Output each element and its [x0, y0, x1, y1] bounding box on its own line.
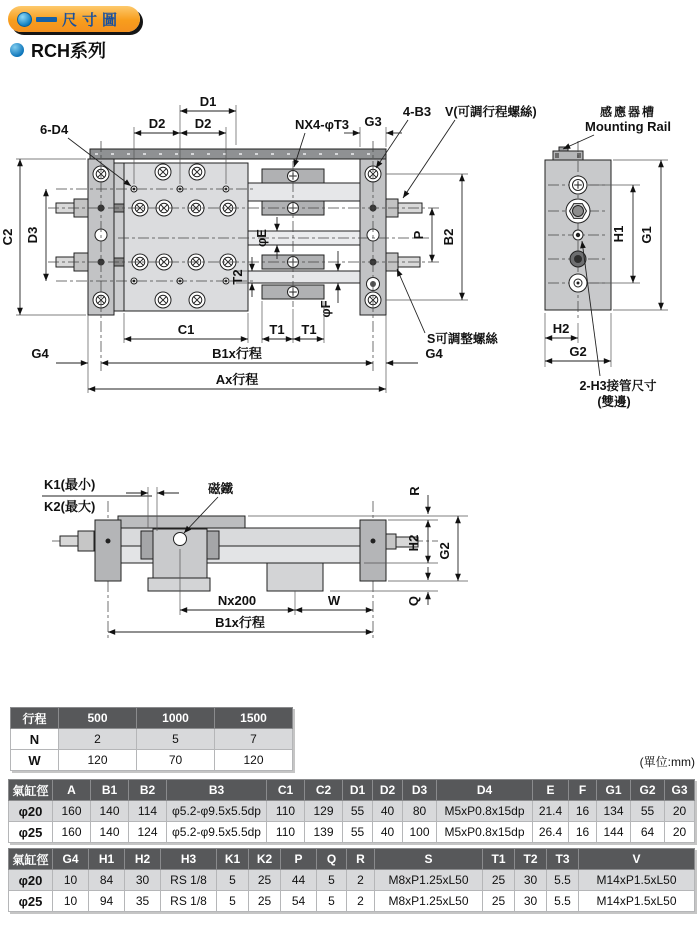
cell: 10	[53, 870, 89, 891]
col-header: S	[375, 849, 483, 870]
cell: 30	[515, 870, 547, 891]
table-header-row	[9, 849, 695, 870]
dim-b1-stroke: B1x行程	[212, 346, 262, 361]
cell: 70	[137, 750, 215, 771]
dim-g3: G3	[364, 114, 382, 129]
dim-t1-left: T1	[269, 322, 285, 337]
cell: M8xP1.25xL50	[375, 870, 483, 891]
cell: 80	[403, 801, 437, 822]
cell: 25	[249, 870, 281, 891]
col-header: 1000	[137, 708, 215, 729]
cell: 120	[215, 750, 293, 771]
col-header: D4	[437, 780, 533, 801]
cell: M5xP0.8x15dp	[437, 801, 533, 822]
dim-a-stroke: Ax行程	[215, 372, 259, 387]
cell: 10	[53, 891, 89, 912]
front-view-dimensions	[0, 94, 537, 393]
col-header: 行程	[11, 708, 59, 729]
col-header: Q	[317, 849, 347, 870]
cell: 114	[129, 801, 167, 822]
dim-t1-right: T1	[301, 322, 317, 337]
dim-g4-left: G4	[31, 346, 49, 361]
dim-d1: D1	[199, 94, 217, 109]
mounting-rail-label: Mounting Rail	[585, 119, 671, 134]
cell: 2	[59, 729, 137, 750]
col-header: 500	[59, 708, 137, 729]
dim-2-h3-note2: (雙邊)	[597, 395, 631, 409]
table-row	[9, 801, 695, 822]
col-header: A	[53, 780, 91, 801]
cell: 16	[569, 801, 597, 822]
left-end-cap	[95, 520, 121, 581]
col-header: G2	[631, 780, 665, 801]
col-header: D1	[343, 780, 373, 801]
row-label: W	[11, 750, 59, 771]
col-header: D2	[373, 780, 403, 801]
row-label: φ25	[9, 822, 53, 843]
dim-h2-side: H2	[552, 321, 570, 336]
cell: 100	[403, 822, 437, 843]
cell: 124	[129, 822, 167, 843]
cell: 5.5	[547, 870, 579, 891]
dim-k1: K1(最小)	[44, 477, 96, 492]
series-title: RCH系列	[31, 41, 106, 61]
dim-d2-left: D2	[148, 116, 166, 131]
cell: 35	[125, 891, 161, 912]
cell: 20	[665, 822, 695, 843]
dim-r: R	[407, 486, 422, 496]
cell: 160	[53, 822, 91, 843]
cell: 40	[373, 801, 403, 822]
dim-c2: C2	[0, 228, 15, 246]
cell: 30	[515, 891, 547, 912]
cell: 5	[217, 870, 249, 891]
front-view	[48, 141, 440, 371]
cell: 129	[305, 801, 343, 822]
col-header: F	[569, 780, 597, 801]
dim-w: W	[327, 593, 341, 608]
table-row	[11, 750, 293, 771]
table-row	[9, 870, 695, 891]
cell: 7	[215, 729, 293, 750]
slide-table-plate	[124, 163, 248, 311]
cell: 16	[569, 822, 597, 843]
col-header: K1	[217, 849, 249, 870]
piston-rod	[248, 271, 360, 283]
sensor-rail	[118, 516, 245, 528]
dim-nx4-t3: NX4-φT3	[294, 117, 350, 132]
dim-b2: B2	[441, 228, 456, 246]
dim-d3: D3	[25, 226, 40, 244]
side-view	[545, 141, 611, 320]
cell: 54	[281, 891, 317, 912]
cell: 2	[347, 870, 375, 891]
cell: 84	[89, 870, 125, 891]
col-header: R	[347, 849, 375, 870]
col-header: T2	[515, 849, 547, 870]
table-header-row	[11, 708, 293, 729]
cell: M8xP1.25xL50	[375, 891, 483, 912]
col-header: C2	[305, 780, 343, 801]
col-header: V	[579, 849, 695, 870]
dim-b1-stroke-bottom: B1x行程	[215, 615, 265, 630]
dim-c1: C1	[177, 322, 195, 337]
col-header: T1	[483, 849, 515, 870]
dimension-table-2	[8, 848, 695, 912]
col-header: C1	[267, 780, 305, 801]
cell: 94	[89, 891, 125, 912]
cell: 140	[91, 801, 129, 822]
dim-p: P	[411, 230, 426, 240]
magnet	[174, 533, 187, 546]
cell: 110	[267, 822, 305, 843]
foot-pad	[148, 578, 210, 591]
dim-q: Q	[406, 595, 421, 607]
table-row	[9, 891, 695, 912]
dim-4-b3: 4-B3	[402, 104, 432, 119]
row-label: φ25	[9, 891, 53, 912]
col-header: 1500	[215, 708, 293, 729]
cell: 2	[347, 891, 375, 912]
col-header: H2	[125, 849, 161, 870]
col-header: 氣缸徑	[9, 849, 53, 870]
cell: 5	[317, 891, 347, 912]
col-header: H3	[161, 849, 217, 870]
cell: 30	[125, 870, 161, 891]
dim-6-d4: 6-D4	[40, 122, 69, 137]
unit-note: (單位:mm)	[639, 755, 695, 769]
stroke-n-w-table	[10, 707, 293, 771]
dim-v-screw: V(可調行程螺絲)	[445, 105, 537, 119]
dim-d2-right: D2	[194, 116, 212, 131]
col-header: D3	[403, 780, 437, 801]
col-header: B2	[129, 780, 167, 801]
col-header: G1	[597, 780, 631, 801]
cell: M5xP0.8x15dp	[437, 822, 533, 843]
cell: 144	[597, 822, 631, 843]
badge-dash-icon	[36, 17, 57, 22]
row-label: φ20	[9, 870, 53, 891]
col-header: K2	[249, 849, 281, 870]
cell: 134	[597, 801, 631, 822]
col-header: B3	[167, 780, 267, 801]
dim-g4-right: G4	[425, 346, 443, 361]
cell: 139	[305, 822, 343, 843]
table-row	[11, 729, 293, 750]
mounting-rail-strip	[90, 149, 386, 159]
dimension-table-1	[8, 779, 695, 843]
row-label: φ20	[9, 801, 53, 822]
dim-t2: T2	[230, 269, 245, 285]
col-header: G3	[665, 780, 695, 801]
dim-s-screw: S可調整螺絲	[427, 332, 498, 346]
foot-pad	[267, 563, 323, 591]
cell: 5.5	[547, 891, 579, 912]
dim-phi-f: φF	[318, 300, 333, 318]
series-bullet-icon	[10, 43, 24, 57]
badge-dot-icon	[17, 12, 32, 27]
cell: 55	[343, 822, 373, 843]
cell: 25	[483, 891, 515, 912]
dim-k2: K2(最大)	[44, 499, 96, 514]
row-label: N	[11, 729, 59, 750]
section-badge	[8, 6, 140, 32]
cell: 5	[217, 891, 249, 912]
cell: 64	[631, 822, 665, 843]
cell: 5	[317, 870, 347, 891]
cell: 20	[665, 801, 695, 822]
dim-g2-side: G2	[569, 344, 587, 359]
cell: 140	[91, 822, 129, 843]
dim-h1: H1	[611, 225, 626, 243]
col-header: E	[533, 780, 569, 801]
magnet-label: 磁鐵	[208, 482, 234, 496]
cell: 26.4	[533, 822, 569, 843]
table-header-row	[9, 780, 695, 801]
cell: M14xP1.5xL50	[579, 891, 695, 912]
cell: 21.4	[533, 801, 569, 822]
series-heading	[10, 37, 106, 63]
col-header: P	[281, 849, 317, 870]
dim-g1: G1	[639, 226, 654, 244]
table-row	[9, 822, 695, 843]
dim-h2-bottom: H2	[406, 534, 421, 552]
col-header: G4	[53, 849, 89, 870]
dim-nx200: Nx200	[217, 593, 257, 608]
right-end-cap	[360, 520, 386, 581]
dim-2-h3-note: 2-H3接管尺寸	[579, 379, 657, 393]
col-header: H1	[89, 849, 125, 870]
col-header: 氣缸徑	[9, 780, 53, 801]
cell: 110	[267, 801, 305, 822]
sensor-slot-label: 感應器槽	[599, 105, 657, 119]
col-header: T3	[547, 849, 579, 870]
dim-g2-bottom: G2	[437, 542, 452, 560]
cell: 25	[249, 891, 281, 912]
front-and-side-view-drawing	[0, 85, 700, 443]
cell: 40	[373, 822, 403, 843]
cell: 55	[343, 801, 373, 822]
bottom-view-drawing	[0, 443, 500, 673]
cell: RS 1/8	[161, 891, 217, 912]
cell: RS 1/8	[161, 870, 217, 891]
cell: 44	[281, 870, 317, 891]
cell: φ5.2-φ9.5x5.5dp	[167, 822, 267, 843]
section-badge-title: 尺寸圖	[62, 11, 123, 29]
col-header: B1	[91, 780, 129, 801]
cell: 55	[631, 801, 665, 822]
cell: 120	[59, 750, 137, 771]
cell: 5	[137, 729, 215, 750]
dim-phi-e: φE	[254, 229, 269, 247]
cell: M14xP1.5xL50	[579, 870, 695, 891]
cell: 25	[483, 870, 515, 891]
cell: φ5.2-φ9.5x5.5dp	[167, 801, 267, 822]
cell: 160	[53, 801, 91, 822]
